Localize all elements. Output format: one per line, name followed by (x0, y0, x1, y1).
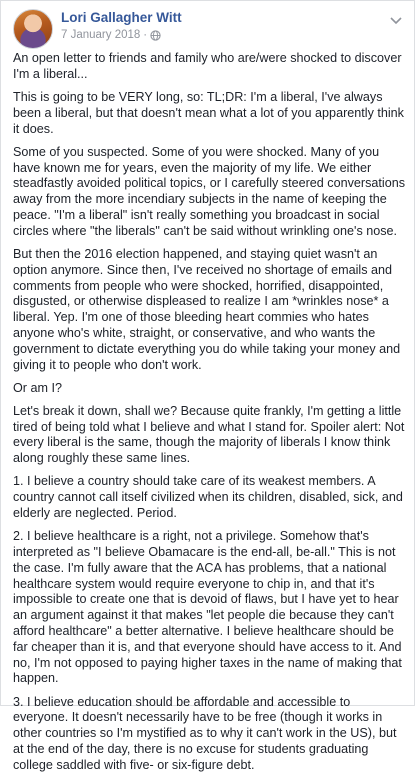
post-paragraph: 2. I believe healthcare is a right, not a privilege. Somehow that's interpreted as "I believe Obamacare is the end-all, be-all." This is not the case. I'm fully aware that the ACA has problems, that a national healthcare system would require everyone to chip in, and that it's impossible to create one that is devoid of flaws, but I have yet to hear an argument against it that makes "let people die because they can't afford healthcare" a better alternative. I believe healthcare should be far cheaper than it is, and that everyone should have access to it. And no, I'm not opposed to paying higher taxes in the name of making that happen. (13, 529, 402, 686)
post-paragraph: An open letter to friends and family who are/were shocked to discover I'm a liberal... (13, 51, 402, 81)
globe-icon[interactable] (150, 30, 161, 41)
post-body (13, 51, 405, 781)
meta-separator: · (143, 29, 148, 41)
post-paragraph: Or am I? (13, 380, 62, 395)
post-date[interactable]: 7 January 2018 (61, 29, 141, 41)
post-paragraph: But then the 2016 election happened, and staying quiet wasn't an option anymore. Since then, I've received no shortage of emails and comments from people who were shocked, horrified, disappointed, disgusted, or otherwise displeased to realize I am *wrinkles nose* a liberal. Yep. I'm one of those bleeding heart commies who hates anyone who's white, straight, or conservative, and who wants the government to dictate everything you do while taking your money and giving it to people who don't work. (13, 246, 401, 372)
post-paragraph: 1. I believe a country should take care of its weakest members. A country cannot call itself civilized when its children, disabled, sick, and elderly are neglected. Period. (13, 474, 403, 521)
post-header (11, 7, 406, 47)
author-name[interactable]: Lori Gallagher Witt (61, 10, 182, 25)
post-paragraph: Let's break it down, shall we? Because quite frankly, I'm getting a little tired of being told what I believe and what I stand for. Spoiler alert: Not every liberal is the same, though the majority of liberals I know think along roughly these same lines. (13, 403, 405, 466)
post-meta (61, 29, 161, 41)
post-paragraph: Some of you suspected. Some of you were shocked. Many of you have known me for years, even the majority of my life. We either steadfastly avoided political topics, or I carefully steered conversations away from the more incendiary subjects in the name of keeping the peace. "I'm a liberal" isn't really something you broadcast in social circles where "the liberals" can't be said without wrinkling one's nose. (13, 144, 406, 238)
post-paragraph: 3. I believe education should be affordable and accessible to everyone. It doesn't necessarily have to be free (though it works in other countries so I'm mystified as to why it can't work in the US), but at the end of the day, there is no excuse for students graduating college saddled with five- or six-figure debt. (13, 694, 397, 772)
avatar[interactable] (13, 9, 53, 49)
chevron-down-icon[interactable] (388, 15, 404, 27)
post-paragraph: This is going to be VERY long, so: TL;DR: I'm a liberal, I've always been a liberal, but that doesn't mean what a lot of you apparently think it does. (13, 89, 404, 136)
